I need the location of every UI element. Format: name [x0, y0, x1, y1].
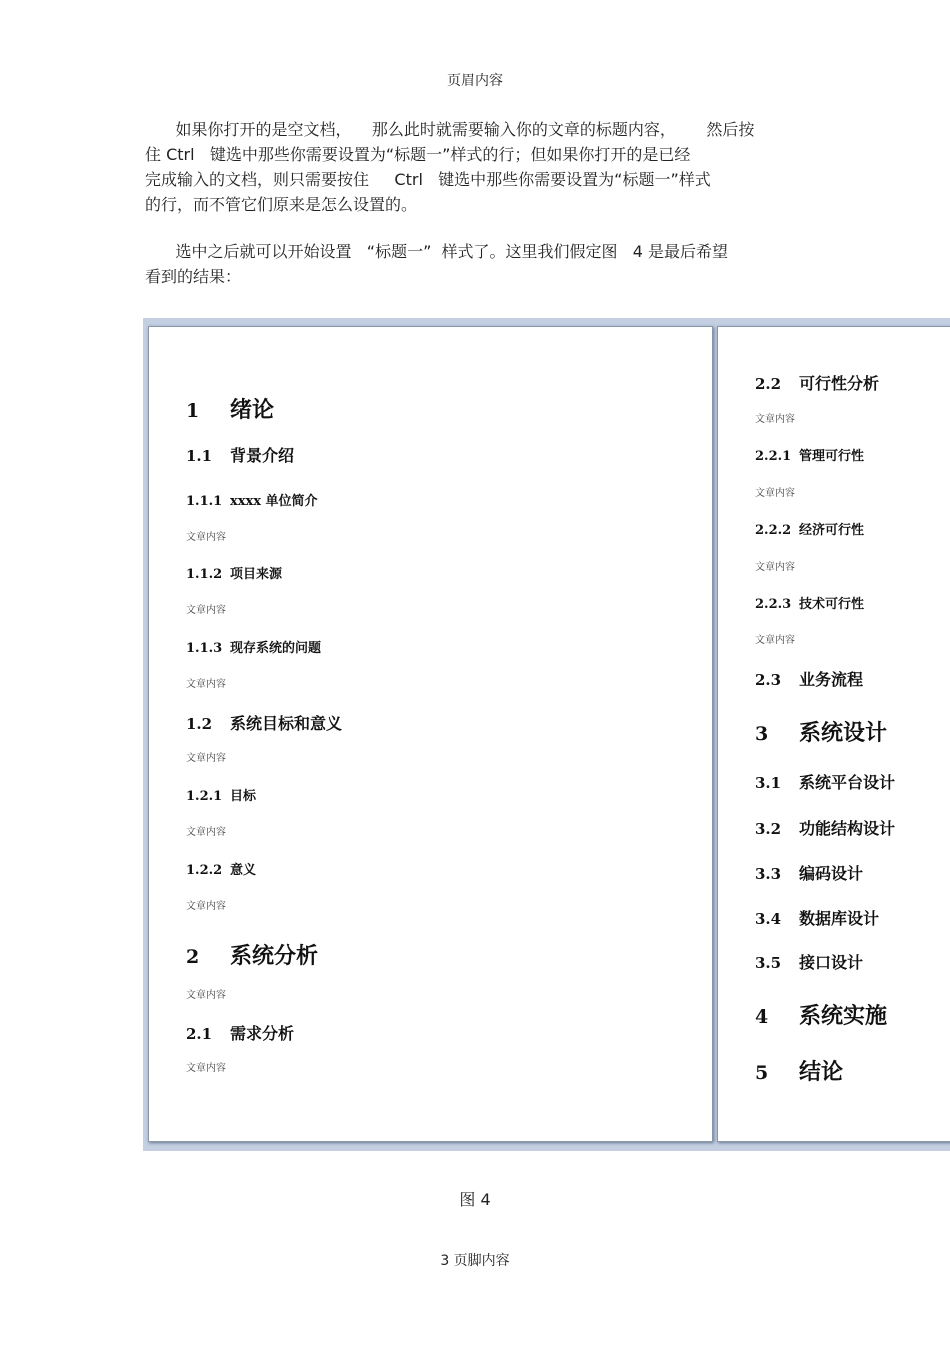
figure-screenshot — [143, 318, 950, 1151]
heading-number: 2.2 — [755, 375, 782, 393]
heading-h2 — [755, 770, 895, 793]
heading-title: 背景介绍 — [230, 446, 295, 465]
heading-title: 经济可行性 — [799, 523, 865, 538]
heading-h2 — [755, 861, 863, 884]
heading-title: 数据库设计 — [799, 909, 880, 928]
heading-number: 3.4 — [755, 910, 782, 928]
heading-number: 1.2.2 — [186, 863, 223, 878]
heading-h3 — [755, 519, 864, 538]
figure-caption: 图 4 — [459, 1190, 491, 1209]
heading-title: 技术可行性 — [799, 597, 865, 612]
heading-title: xxxx 单位简介 — [230, 494, 318, 509]
body-text-placeholder: 文章内容 — [755, 562, 795, 573]
heading-h3 — [186, 563, 282, 582]
heading-h3 — [186, 859, 256, 878]
paragraph-2 — [145, 239, 728, 289]
paragraph-line: 看到的结果： — [145, 267, 242, 286]
heading-title: 意义 — [230, 863, 257, 878]
heading-title: 绪论 — [230, 397, 275, 423]
heading-number: 2 — [186, 946, 200, 968]
heading-title: 目标 — [230, 789, 257, 804]
body-text-placeholder: 文章内容 — [186, 532, 226, 543]
heading-number: 2.2.2 — [755, 523, 792, 538]
page-footer: 3 页脚内容 — [440, 1253, 510, 1269]
document-page-left — [148, 326, 713, 1142]
heading-h1 — [186, 939, 318, 970]
body-text-placeholder: 文章内容 — [186, 901, 226, 912]
heading-title: 功能结构设计 — [799, 819, 896, 838]
heading-title: 系统实施 — [799, 1003, 888, 1029]
heading-title: 项目来源 — [230, 567, 283, 582]
paragraph-line: 选中之后就可以开始设置 “标题一” 样式了。这里我们假定图 4 是最后希望 — [145, 242, 729, 261]
heading-h2 — [755, 816, 895, 839]
heading-number: 1.2.1 — [186, 789, 223, 804]
paragraph-line: 完成输入的文档，则只需要按住 Ctrl 键选中那些你需要设置为“标题一”样式 — [145, 170, 711, 189]
heading-h3 — [186, 637, 321, 656]
heading-number: 5 — [755, 1062, 769, 1084]
heading-number: 2.2.1 — [755, 449, 792, 464]
heading-title: 系统设计 — [799, 720, 888, 746]
heading-h3 — [755, 593, 864, 612]
heading-number: 1 — [186, 400, 200, 422]
heading-number: 3.3 — [755, 865, 782, 883]
heading-title: 业务流程 — [799, 670, 864, 689]
heading-h3 — [755, 445, 864, 464]
body-text-placeholder: 文章内容 — [755, 414, 795, 425]
heading-title: 结论 — [799, 1059, 844, 1085]
heading-number: 3.1 — [755, 774, 782, 792]
heading-h2 — [186, 443, 294, 466]
body-text-placeholder: 文章内容 — [186, 1063, 226, 1074]
paragraph-line: 如果你打开的是空文档， 那么此时就需要输入你的文章的标题内容， 然后按 — [145, 120, 755, 139]
paragraph-line: 的行，而不管它们原来是怎么设置的。 — [145, 195, 418, 214]
heading-number: 1.1 — [186, 447, 213, 465]
body-text-placeholder: 文章内容 — [755, 635, 795, 646]
body-text-placeholder: 文章内容 — [186, 753, 226, 764]
heading-number: 4 — [755, 1006, 769, 1028]
heading-title: 现存系统的问题 — [230, 641, 322, 656]
heading-number: 1.1.3 — [186, 641, 223, 656]
heading-title: 系统目标和意义 — [230, 714, 343, 733]
heading-title: 管理可行性 — [799, 449, 865, 464]
body-text-placeholder: 文章内容 — [755, 488, 795, 499]
heading-h2 — [755, 667, 863, 690]
body-text-placeholder: 文章内容 — [186, 990, 226, 1001]
heading-number: 2.1 — [186, 1025, 213, 1043]
heading-h1 — [755, 716, 887, 747]
heading-h2 — [186, 711, 342, 734]
heading-h3 — [186, 490, 318, 509]
heading-number: 3 — [755, 723, 769, 745]
heading-title: 需求分析 — [230, 1024, 295, 1043]
document-page-right — [717, 326, 950, 1142]
heading-h3 — [186, 785, 256, 804]
body-text-placeholder: 文章内容 — [186, 605, 226, 616]
heading-h2 — [186, 1021, 294, 1044]
heading-h1 — [755, 1055, 843, 1086]
heading-title: 可行性分析 — [799, 374, 880, 393]
heading-h2 — [755, 950, 863, 973]
paragraph-line: 住 Ctrl 键选中那些你需要设置为“标题一”样式的行；但如果你打开的是已经 — [145, 145, 691, 164]
heading-h2 — [755, 371, 879, 394]
heading-title: 接口设计 — [799, 953, 864, 972]
heading-number: 3.5 — [755, 954, 782, 972]
body-text-placeholder: 文章内容 — [186, 827, 226, 838]
heading-number: 1.1.2 — [186, 567, 223, 582]
heading-number: 2.3 — [755, 671, 782, 689]
page-header: 页眉内容 — [447, 73, 503, 89]
heading-title: 系统平台设计 — [799, 773, 896, 792]
heading-number: 1.1.1 — [186, 494, 223, 509]
heading-number: 2.2.3 — [755, 597, 792, 612]
heading-number: 1.2 — [186, 715, 213, 733]
heading-h1 — [755, 999, 887, 1030]
heading-number: 3.2 — [755, 820, 782, 838]
body-text-placeholder: 文章内容 — [186, 679, 226, 690]
heading-title: 编码设计 — [799, 864, 864, 883]
heading-h1 — [186, 393, 274, 424]
paragraph-1 — [145, 117, 754, 217]
heading-h2 — [755, 906, 879, 929]
heading-title: 系统分析 — [230, 943, 319, 969]
